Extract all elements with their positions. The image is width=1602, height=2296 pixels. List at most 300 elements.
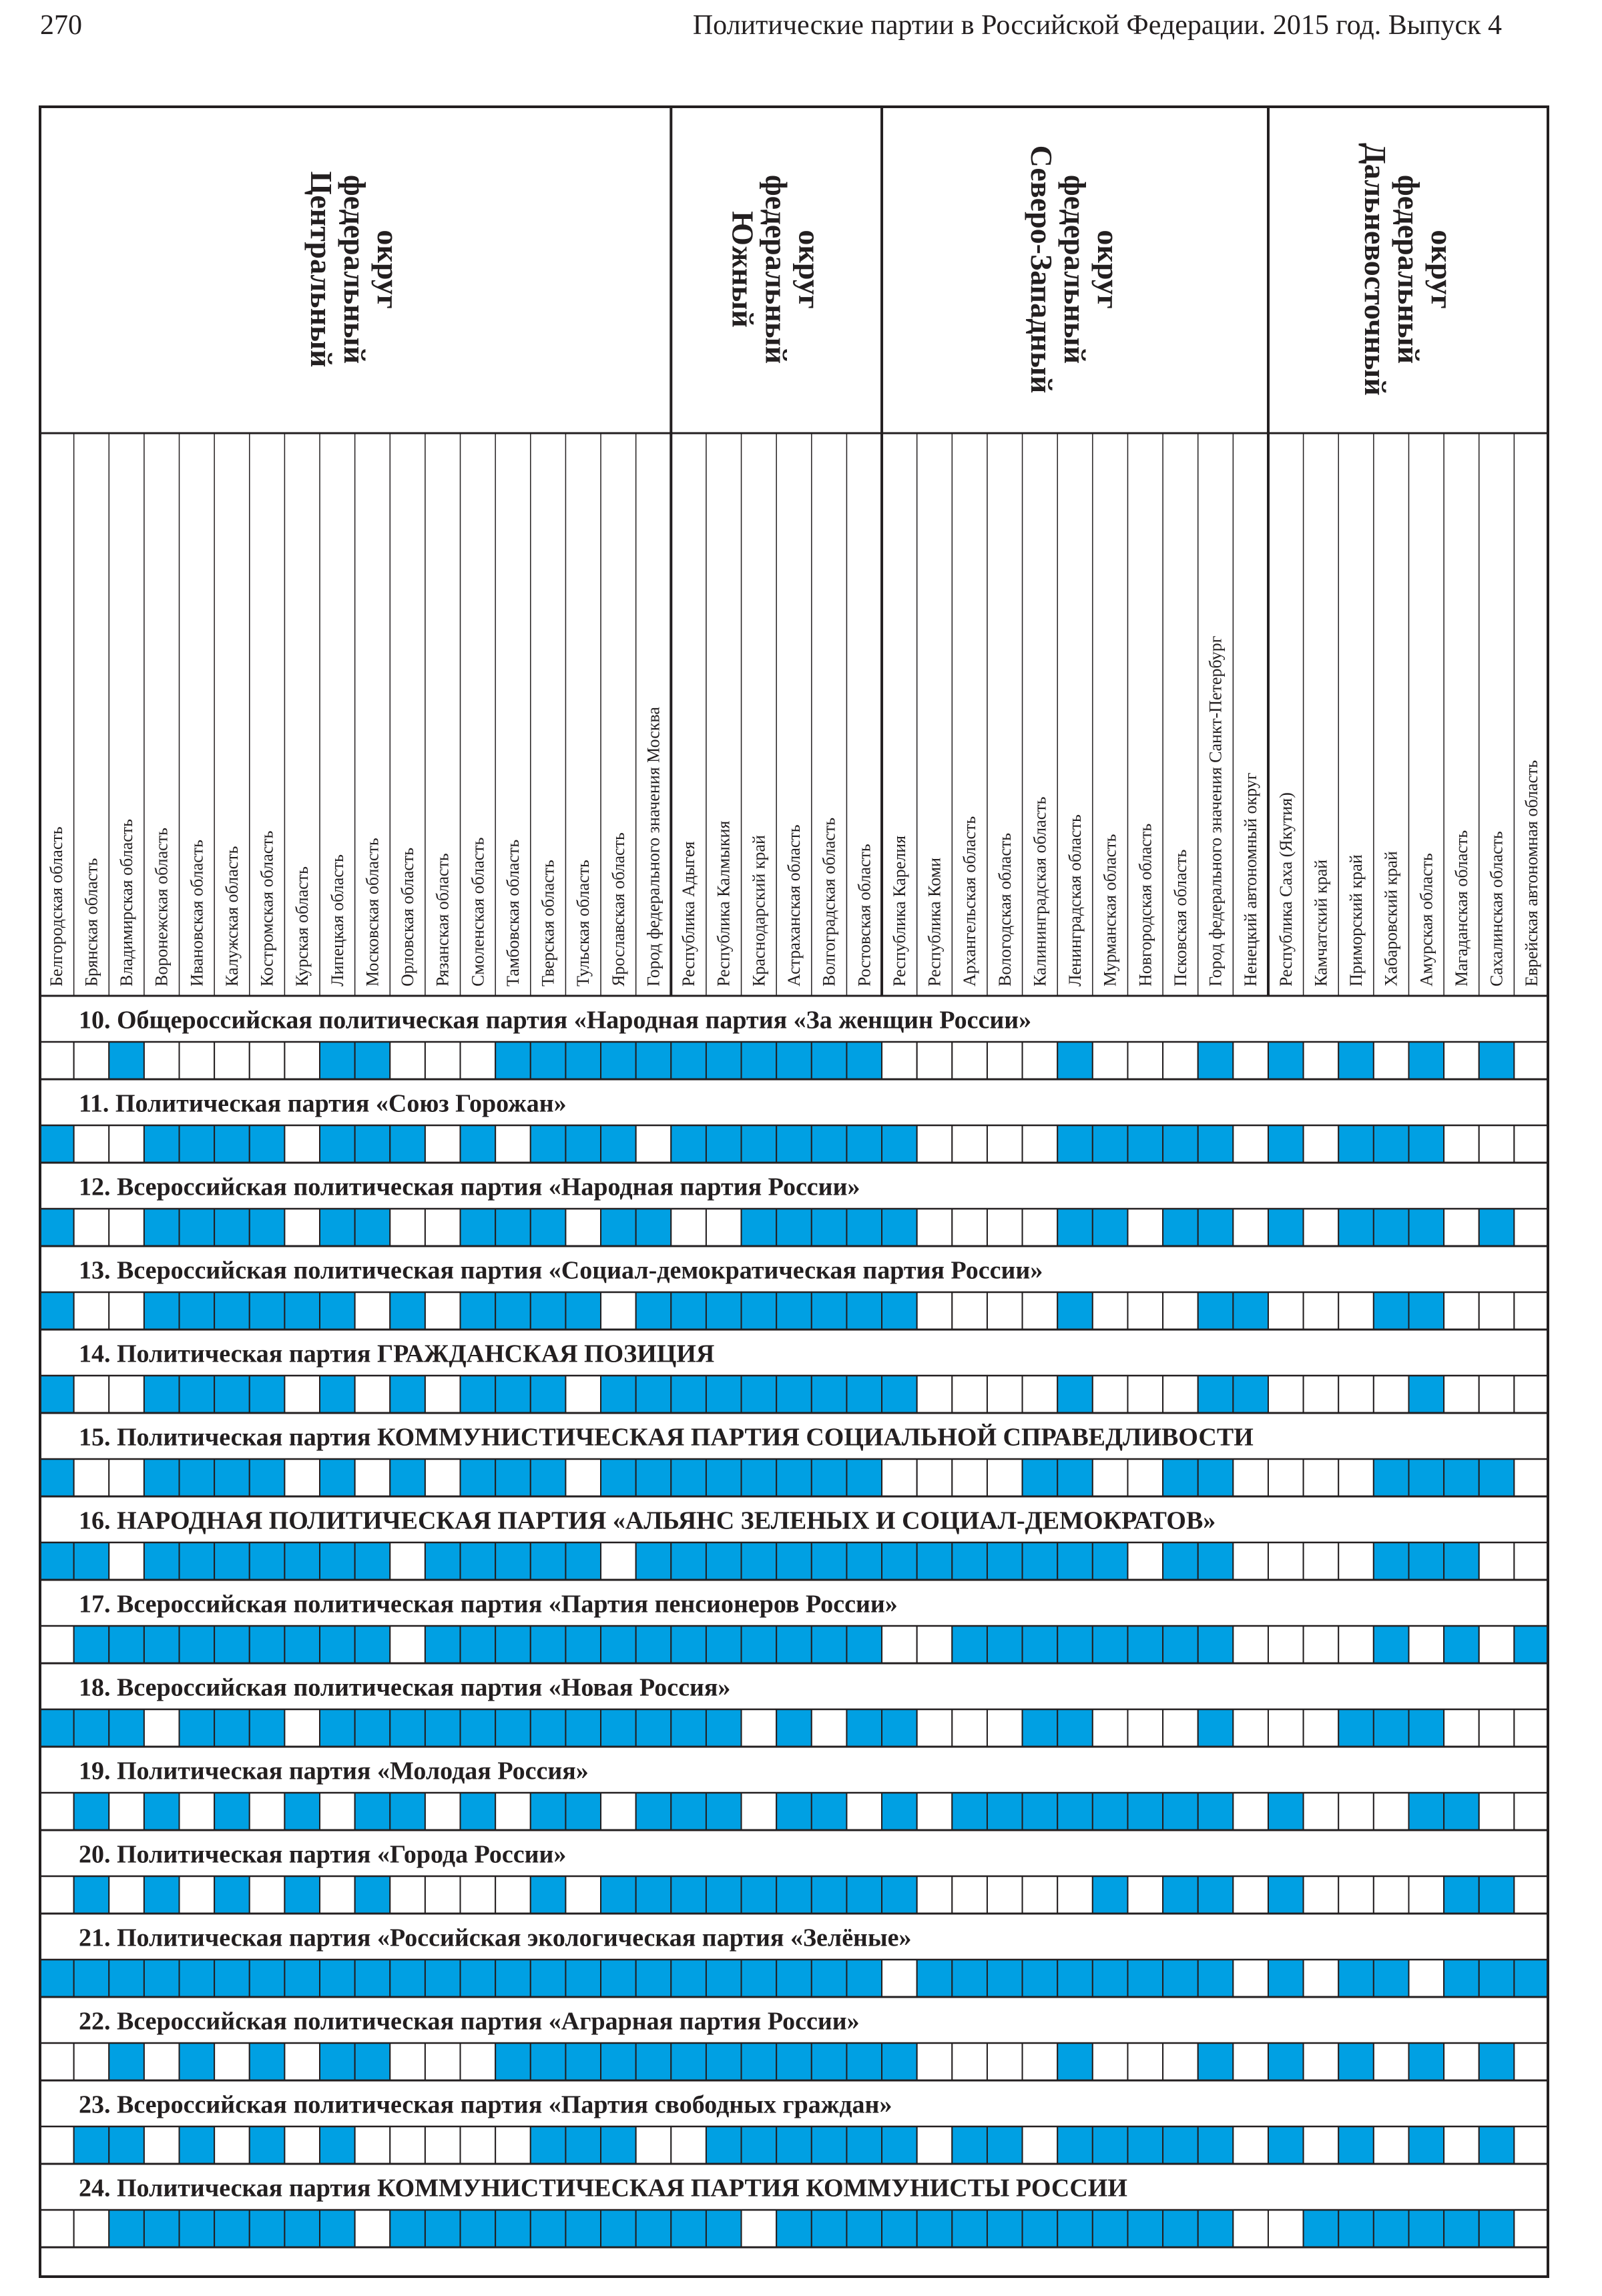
cell-filled	[1023, 1459, 1058, 1496]
cell-filled	[671, 2043, 706, 2080]
cell-filled	[461, 1209, 496, 1246]
cell-empty	[1514, 1376, 1549, 1413]
cell-empty	[1093, 1376, 1128, 1413]
cell-filled	[846, 2210, 882, 2247]
cell-empty	[1023, 1042, 1058, 1079]
cell-filled	[1514, 1626, 1549, 1663]
cell-filled	[1374, 2210, 1409, 2247]
cell-empty	[1304, 1292, 1339, 1330]
cell-empty	[1304, 1376, 1339, 1413]
cell-empty	[495, 1793, 531, 1830]
cell-filled	[1479, 1960, 1515, 1997]
cell-filled	[1408, 1042, 1444, 1079]
region-label: Рязанская область	[433, 853, 453, 986]
cell-filled	[882, 1542, 917, 1580]
cell-filled	[952, 1960, 987, 1997]
cell-filled	[1338, 2043, 1374, 2080]
cell-filled	[952, 2126, 987, 2164]
cell-filled	[320, 1376, 355, 1413]
cell-filled	[987, 1793, 1023, 1830]
cell-empty	[1304, 1876, 1339, 1914]
cell-filled	[180, 2126, 215, 2164]
cell-filled	[1479, 2126, 1515, 2164]
cell-empty	[74, 1376, 109, 1413]
cell-filled	[1338, 2126, 1374, 2164]
cell-filled	[214, 1626, 250, 1663]
cell-empty	[109, 1125, 144, 1163]
cell-filled	[812, 1376, 847, 1413]
cell-filled	[531, 2043, 566, 2080]
cell-empty	[917, 2043, 953, 2080]
cell-empty	[1304, 1793, 1339, 1830]
region-label: Ивановская область	[187, 840, 207, 986]
cell-empty	[74, 1042, 109, 1079]
cell-filled	[1198, 1292, 1234, 1330]
cell-filled	[671, 1459, 706, 1496]
cell-filled	[636, 1960, 672, 1997]
cell-filled	[250, 1376, 285, 1413]
region-label: Астраханская область	[784, 824, 804, 986]
cell-filled	[671, 1042, 706, 1079]
cell-filled	[812, 2210, 847, 2247]
cell-empty	[742, 1709, 777, 1747]
cell-filled	[846, 1876, 882, 1914]
district-label-line: округ	[792, 230, 827, 309]
cell-filled	[987, 2126, 1023, 2164]
cell-empty	[390, 1542, 425, 1580]
cell-empty	[1127, 1042, 1163, 1079]
cell-filled	[776, 2126, 812, 2164]
cell-filled	[39, 1542, 74, 1580]
cell-filled	[846, 1376, 882, 1413]
region-label: Тамбовская область	[503, 839, 523, 986]
cell-filled	[565, 1709, 601, 1747]
cell-filled	[39, 1459, 74, 1496]
cell-filled	[1198, 1876, 1234, 1914]
cell-filled	[742, 1876, 777, 1914]
cell-empty	[390, 2126, 425, 2164]
cell-filled	[180, 1626, 215, 1663]
cell-filled	[1268, 1209, 1304, 1246]
cell-empty	[1479, 1709, 1515, 1747]
cell-empty	[1444, 1042, 1479, 1079]
cell-filled	[1479, 1209, 1515, 1246]
cell-filled	[1163, 2126, 1198, 2164]
cell-empty	[144, 1709, 180, 1747]
cell-empty	[742, 2210, 777, 2247]
party-title: 19. Политическая партия «Молодая Россия»	[79, 1757, 589, 1785]
cell-filled	[74, 1626, 109, 1663]
region-label: Липецкая область	[327, 854, 347, 986]
cell-filled	[1163, 1960, 1198, 1997]
party-title: 18. Всероссийская политическая партия «Новая Россия»	[79, 1673, 731, 1702]
cell-filled	[531, 2210, 566, 2247]
cell-empty	[917, 1209, 953, 1246]
cell-filled	[320, 1292, 355, 1330]
district-label	[1025, 146, 1125, 394]
cell-filled	[144, 2210, 180, 2247]
cell-filled	[320, 1960, 355, 1997]
cell-empty	[1127, 1292, 1163, 1330]
district-label-line: Северо-Западный	[1025, 145, 1059, 394]
cell-filled	[461, 2210, 496, 2247]
cell-filled	[355, 2043, 390, 2080]
party-title: 12. Всероссийская политическая партия «Народная партия России»	[79, 1173, 860, 1201]
cell-filled	[495, 1209, 531, 1246]
cell-filled	[250, 1209, 285, 1246]
cell-filled	[74, 2126, 109, 2164]
cell-empty	[1514, 1292, 1549, 1330]
cell-filled	[671, 1292, 706, 1330]
cell-empty	[390, 1876, 425, 1914]
cell-filled	[109, 1709, 144, 1747]
cell-filled	[671, 1542, 706, 1580]
cell-empty	[1479, 1376, 1515, 1413]
cell-filled	[1374, 1709, 1409, 1747]
cell-empty	[1233, 2210, 1268, 2247]
cell-filled	[776, 1209, 812, 1246]
cell-filled	[706, 2210, 742, 2247]
cell-empty	[1444, 2043, 1479, 2080]
cell-filled	[1023, 1960, 1058, 1997]
cell-empty	[1233, 1542, 1268, 1580]
cell-filled	[320, 2126, 355, 2164]
cell-empty	[1338, 1793, 1374, 1830]
cell-filled	[1408, 1292, 1444, 1330]
cell-filled	[565, 2210, 601, 2247]
cell-filled	[214, 1542, 250, 1580]
cell-filled	[601, 1209, 636, 1246]
cell-filled	[531, 1042, 566, 1079]
cell-filled	[1374, 1542, 1409, 1580]
cell-empty	[565, 1876, 601, 1914]
cell-filled	[1023, 1626, 1058, 1663]
cell-filled	[812, 1292, 847, 1330]
cell-filled	[1093, 1960, 1128, 1997]
cell-filled	[355, 1542, 390, 1580]
cell-filled	[671, 1709, 706, 1747]
cell-empty	[1514, 2126, 1549, 2164]
cell-empty	[180, 1793, 215, 1830]
region-label: Белгородская область	[46, 826, 66, 986]
cell-empty	[1233, 2043, 1268, 2080]
cell-empty	[987, 1876, 1023, 1914]
cell-empty	[214, 1042, 250, 1079]
cell-empty	[601, 1292, 636, 1330]
cell-filled	[1127, 1793, 1163, 1830]
cell-filled	[214, 1876, 250, 1914]
party-title: 15. Политическая партия КОММУНИСТИЧЕСКАЯ ПАРТИЯ СОЦИАЛЬНОЙ СПРАВЕДЛИВОСТИ	[79, 1423, 1254, 1452]
cell-empty	[1304, 1709, 1339, 1747]
cell-filled	[601, 1960, 636, 1997]
cell-filled	[180, 1960, 215, 1997]
cell-filled	[565, 2126, 601, 2164]
cell-empty	[1093, 1459, 1128, 1496]
cell-filled	[1374, 1292, 1409, 1330]
cell-filled	[425, 1709, 461, 1747]
cell-filled	[1268, 2043, 1304, 2080]
cell-empty	[952, 1709, 987, 1747]
cell-filled	[1444, 1459, 1479, 1496]
cell-filled	[284, 1542, 320, 1580]
cell-empty	[1093, 1042, 1128, 1079]
cell-empty	[1514, 1793, 1549, 1830]
cell-filled	[390, 1709, 425, 1747]
cell-filled	[214, 1125, 250, 1163]
cell-filled	[601, 1459, 636, 1496]
cell-empty	[1023, 1209, 1058, 1246]
cell-empty	[917, 1292, 953, 1330]
cell-filled	[39, 1960, 74, 1997]
page-header	[0, 0, 1602, 67]
cell-filled	[636, 1376, 672, 1413]
cell-filled	[812, 1042, 847, 1079]
region-label: Смоленская область	[468, 837, 488, 986]
cell-filled	[390, 1793, 425, 1830]
cell-filled	[284, 2210, 320, 2247]
cell-empty	[284, 1209, 320, 1246]
cell-filled	[601, 1626, 636, 1663]
cell-empty	[1304, 1459, 1339, 1496]
cell-filled	[1408, 1459, 1444, 1496]
cell-empty	[812, 1709, 847, 1747]
cell-filled	[776, 1125, 812, 1163]
cell-filled	[1057, 1125, 1093, 1163]
cell-empty	[284, 1376, 320, 1413]
cell-filled	[39, 1292, 74, 1330]
cell-filled	[355, 1876, 390, 1914]
cell-empty	[846, 1793, 882, 1830]
cell-filled	[1198, 2126, 1234, 2164]
cell-filled	[882, 1125, 917, 1163]
cell-filled	[495, 1376, 531, 1413]
cell-filled	[390, 1459, 425, 1496]
cell-empty	[1479, 1626, 1515, 1663]
cell-empty	[390, 1042, 425, 1079]
cell-filled	[425, 2210, 461, 2247]
cell-filled	[1057, 1376, 1093, 1413]
cell-filled	[1268, 1876, 1304, 1914]
cell-filled	[1338, 2210, 1374, 2247]
cell-filled	[250, 2043, 285, 2080]
cell-filled	[952, 1542, 987, 1580]
cell-empty	[495, 2126, 531, 2164]
cell-filled	[565, 1292, 601, 1330]
cell-filled	[1093, 1626, 1128, 1663]
cell-empty	[917, 1876, 953, 1914]
cell-filled	[1338, 1125, 1374, 1163]
cell-filled	[531, 1209, 566, 1246]
cell-filled	[671, 1793, 706, 1830]
cell-filled	[636, 1459, 672, 1496]
cell-filled	[531, 1292, 566, 1330]
cell-empty	[1408, 1876, 1444, 1914]
cell-empty	[1163, 1292, 1198, 1330]
cell-filled	[144, 1960, 180, 1997]
cell-empty	[1304, 1542, 1339, 1580]
district-label-line: федеральный	[759, 174, 794, 364]
cell-filled	[180, 1292, 215, 1330]
cell-filled	[39, 1376, 74, 1413]
cell-empty	[917, 1125, 953, 1163]
cell-empty	[250, 1876, 285, 1914]
region-label: Курская область	[292, 866, 312, 986]
cell-filled	[882, 1876, 917, 1914]
cell-filled	[671, 2210, 706, 2247]
cell-filled	[109, 2210, 144, 2247]
cell-empty	[1338, 1626, 1374, 1663]
cell-filled	[706, 1960, 742, 1997]
cell-filled	[320, 1459, 355, 1496]
cell-filled	[776, 1542, 812, 1580]
cell-filled	[1198, 1042, 1234, 1079]
cell-empty	[320, 1793, 355, 1830]
cell-filled	[846, 1292, 882, 1330]
region-label: Костромская область	[257, 830, 277, 986]
region-label: Амурская область	[1416, 853, 1436, 986]
region-label: Калининградская область	[1030, 796, 1050, 986]
cell-filled	[531, 1459, 566, 1496]
cell-filled	[320, 1209, 355, 1246]
cell-empty	[565, 1376, 601, 1413]
cell-filled	[355, 1125, 390, 1163]
cell-filled	[742, 2043, 777, 2080]
cell-empty	[987, 1709, 1023, 1747]
district-label-line: округ	[371, 230, 406, 309]
cell-filled	[390, 1376, 425, 1413]
cell-empty	[39, 1042, 74, 1079]
cell-empty	[1268, 1542, 1304, 1580]
cell-empty	[1514, 1542, 1549, 1580]
cell-filled	[601, 2210, 636, 2247]
cell-empty	[1444, 1376, 1479, 1413]
cell-empty	[1127, 1459, 1163, 1496]
cell-empty	[1304, 2126, 1339, 2164]
cell-filled	[180, 1376, 215, 1413]
cell-filled	[250, 1459, 285, 1496]
cell-filled	[846, 2126, 882, 2164]
region-label: Московская область	[362, 838, 382, 986]
cell-filled	[144, 1793, 180, 1830]
cell-filled	[565, 1042, 601, 1079]
region-label: Воронежская область	[152, 828, 172, 986]
cell-filled	[846, 1542, 882, 1580]
cell-empty	[1233, 1793, 1268, 1830]
cell-filled	[601, 1376, 636, 1413]
cell-filled	[284, 1876, 320, 1914]
cell-empty	[390, 2043, 425, 2080]
cell-filled	[812, 1960, 847, 1997]
cell-empty	[461, 2043, 496, 2080]
cell-empty	[1268, 1459, 1304, 1496]
cell-empty	[1514, 2043, 1549, 2080]
cell-empty	[1268, 2210, 1304, 2247]
cell-filled	[1198, 2210, 1234, 2247]
cell-filled	[706, 1793, 742, 1830]
cell-empty	[1093, 1292, 1128, 1330]
cell-filled	[74, 1793, 109, 1830]
cell-filled	[214, 1709, 250, 1747]
cell-filled	[987, 1960, 1023, 1997]
cell-filled	[1093, 1209, 1128, 1246]
cell-filled	[1444, 1793, 1479, 1830]
running-title: Политические партии в Российской Федерации. 2015 год. Выпуск 4	[692, 10, 1502, 41]
cell-filled	[355, 1042, 390, 1079]
cell-filled	[565, 1125, 601, 1163]
region-label: Псковская область	[1170, 849, 1190, 986]
cell-empty	[1304, 1209, 1339, 1246]
cell-empty	[987, 1042, 1023, 1079]
cell-filled	[742, 1960, 777, 1997]
cell-empty	[284, 1125, 320, 1163]
region-label: Республика Коми	[924, 857, 945, 986]
region-label: Приморский край	[1346, 854, 1366, 986]
cell-filled	[180, 1459, 215, 1496]
cell-filled	[1057, 1209, 1093, 1246]
cell-filled	[1057, 1292, 1093, 1330]
cell-empty	[1233, 2126, 1268, 2164]
cell-filled	[495, 1542, 531, 1580]
cell-filled	[882, 1209, 917, 1246]
cell-empty	[882, 1960, 917, 1997]
cell-empty	[74, 1209, 109, 1246]
cell-empty	[1514, 2210, 1549, 2247]
cell-empty	[425, 1793, 461, 1830]
cell-filled	[1198, 1125, 1234, 1163]
region-label: Магаданская область	[1451, 830, 1471, 986]
cell-filled	[987, 1626, 1023, 1663]
cell-filled	[425, 1626, 461, 1663]
cell-filled	[1198, 1709, 1234, 1747]
region-label: Архангельская область	[960, 816, 980, 986]
cell-filled	[390, 1960, 425, 1997]
cell-empty	[1127, 1709, 1163, 1747]
cell-empty	[74, 1125, 109, 1163]
cell-filled	[1479, 1042, 1515, 1079]
region-label: Республика Адыгея	[679, 841, 699, 986]
cell-filled	[109, 2126, 144, 2164]
cell-empty	[565, 1209, 601, 1246]
cell-filled	[1057, 1626, 1093, 1663]
cell-filled	[320, 2043, 355, 2080]
cell-filled	[495, 1960, 531, 1997]
cell-filled	[214, 1793, 250, 1830]
region-label: Республика Саха (Якутия)	[1276, 792, 1296, 986]
cell-filled	[601, 1125, 636, 1163]
cell-filled	[531, 1793, 566, 1830]
region-label: Новгородская область	[1135, 823, 1155, 986]
district-label	[726, 175, 827, 364]
cell-empty	[987, 1459, 1023, 1496]
cell-empty	[355, 2126, 390, 2164]
cell-filled	[320, 1542, 355, 1580]
cell-filled	[461, 1793, 496, 1830]
cell-empty	[74, 1459, 109, 1496]
cell-filled	[1268, 1793, 1304, 1830]
cell-filled	[601, 1876, 636, 1914]
cell-empty	[882, 1459, 917, 1496]
party-title: 22. Всероссийская политическая партия «Аграрная партия России»	[79, 2007, 860, 2036]
cell-filled	[74, 1960, 109, 1997]
cell-empty	[952, 1042, 987, 1079]
cell-filled	[706, 1292, 742, 1330]
cell-empty	[1479, 1292, 1515, 1330]
cell-empty	[109, 1876, 144, 1914]
cell-empty	[1444, 1709, 1479, 1747]
cell-filled	[284, 1793, 320, 1830]
cell-filled	[882, 2210, 917, 2247]
cell-filled	[776, 2043, 812, 2080]
